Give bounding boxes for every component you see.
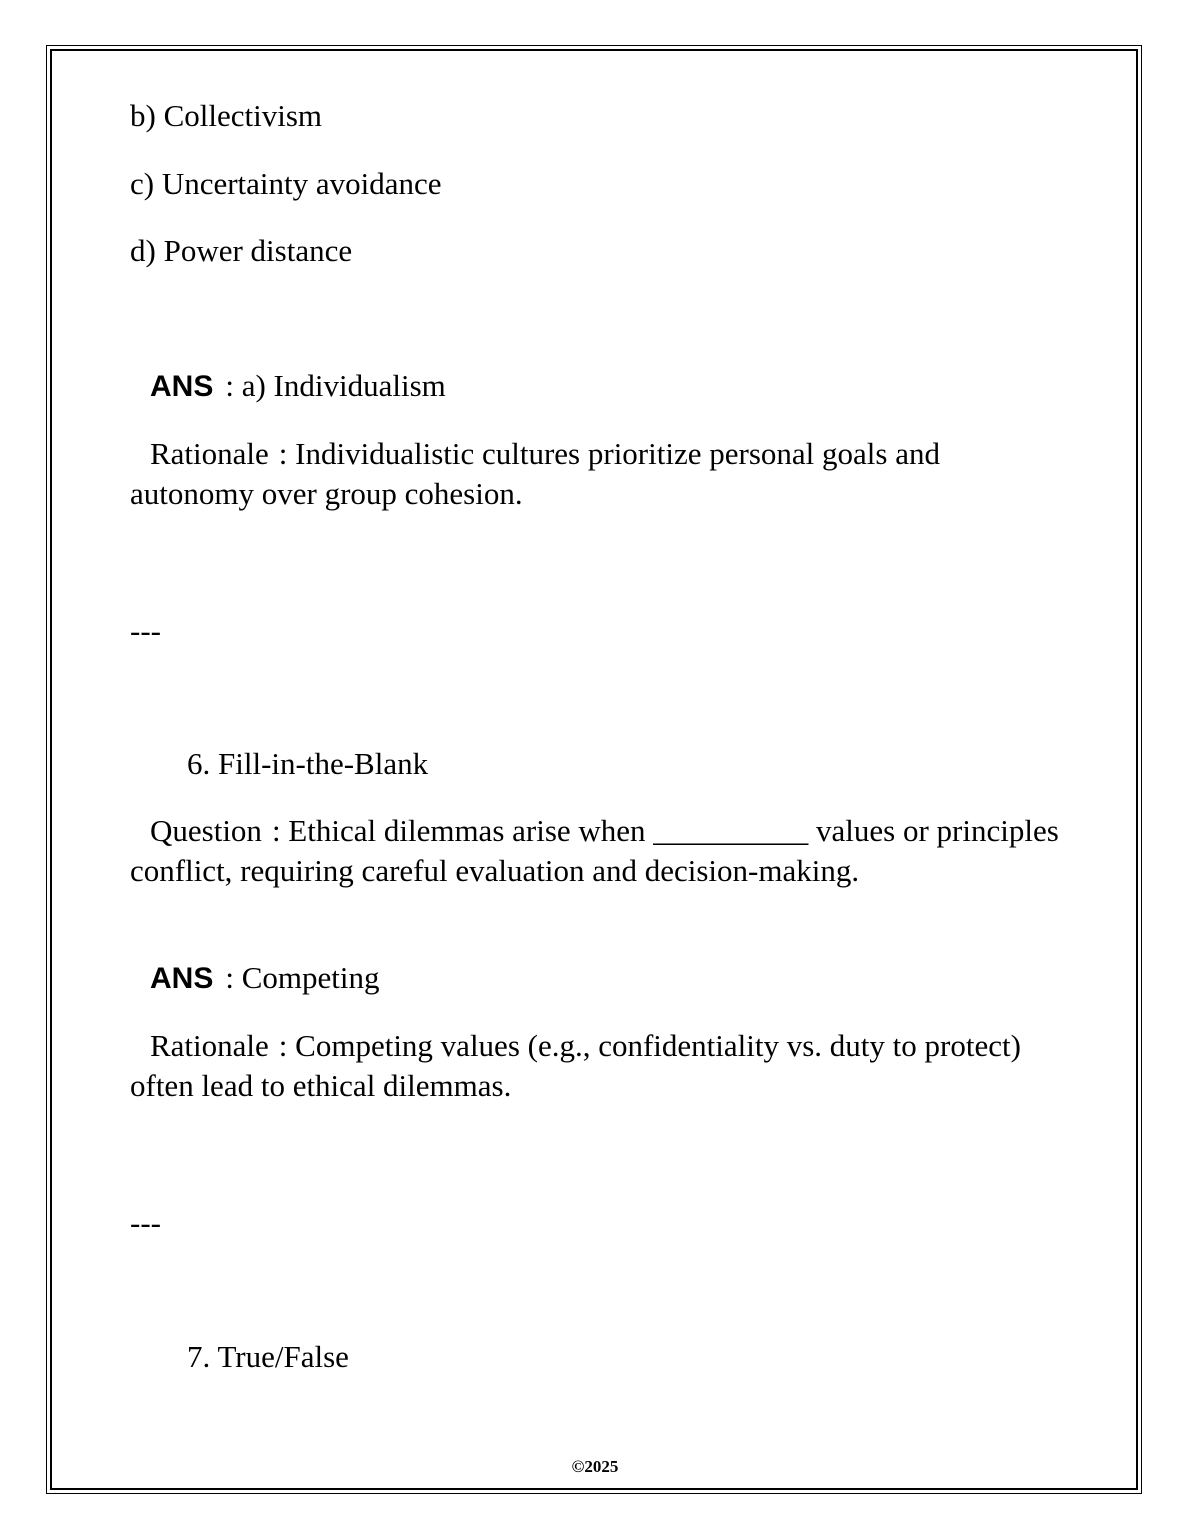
ans-label: ANS (150, 962, 214, 995)
option-b: b) Collectivism (130, 98, 323, 133)
q5-answer-line (130, 366, 446, 407)
rationale-label: Rationale (150, 436, 269, 471)
q7-heading: 7. True/False (187, 1339, 349, 1374)
rationale-text: : Individualistic cultures prioritize personal goals and autonomy over group cohesion. (130, 436, 940, 511)
q6-rationale (130, 1026, 1060, 1106)
rationale-text: : Competing values (e.g., confidentiality vs. duty to protect) often lead to ethical dilemmas. (130, 1028, 1021, 1103)
q6-heading: 6. Fill-in-the-Blank (187, 746, 429, 781)
ans-text: : a) Individualism (225, 368, 446, 403)
question-text: : Ethical dilemmas arise when __________ values or principles conflict, requiring careful evaluation and decision-making. (130, 813, 1059, 888)
q5-rationale (130, 434, 1060, 514)
separator: --- (130, 613, 161, 648)
option-d: d) Power distance (130, 233, 353, 268)
ans-label: ANS (150, 370, 214, 403)
q6-question (130, 811, 1060, 891)
footer-copyright: ©2025 (571, 1457, 619, 1476)
rationale-label: Rationale (150, 1028, 269, 1063)
question-label: Question (150, 813, 262, 848)
option-c: c) Uncertainty avoidance (130, 166, 442, 201)
ans-text: : Competing (225, 960, 380, 995)
q6-answer-line (130, 958, 379, 999)
separator: --- (130, 1205, 161, 1240)
